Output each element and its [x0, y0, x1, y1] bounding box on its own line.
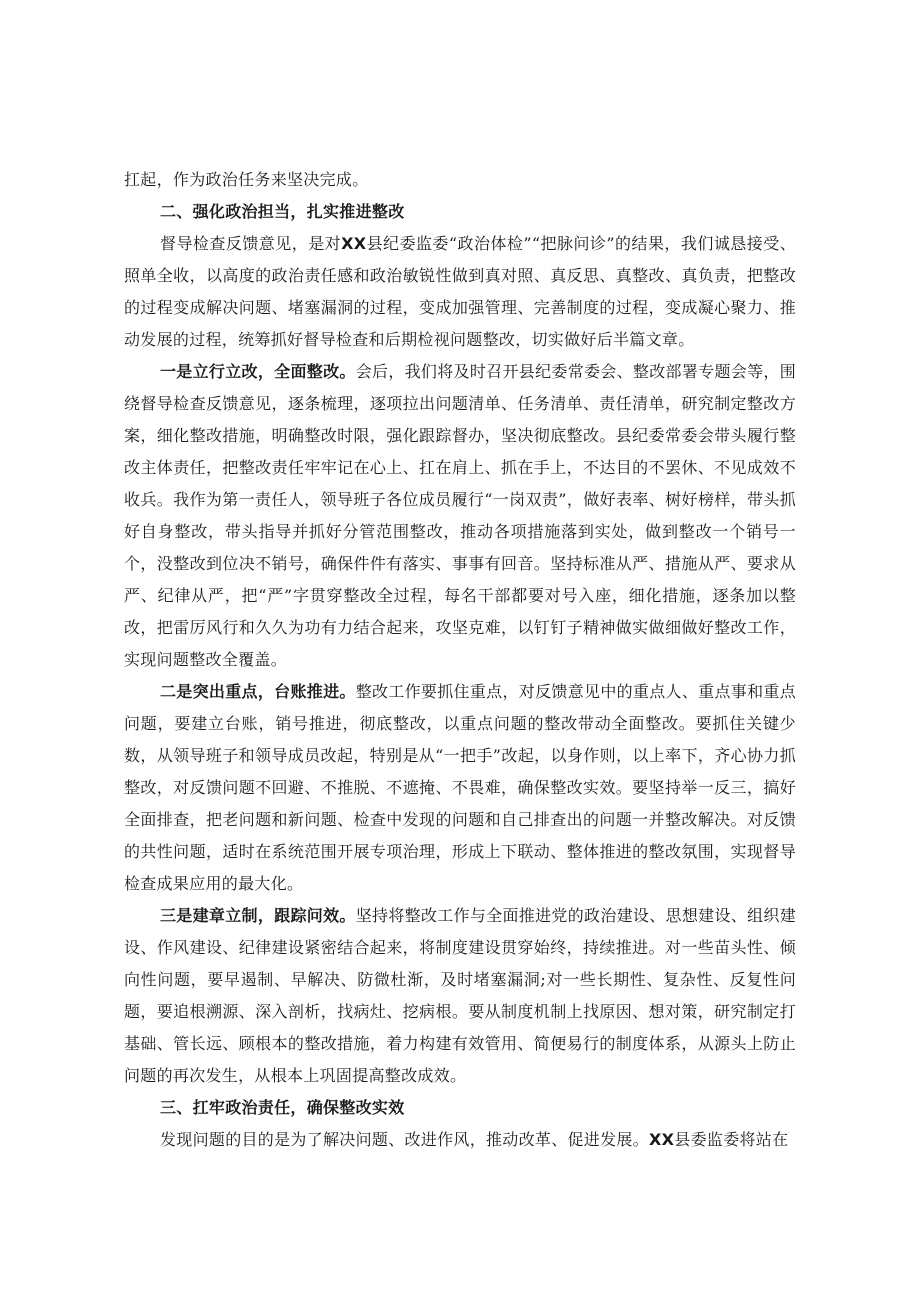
point-lead-2: 二是突出重点，台账推进。 — [160, 682, 356, 701]
paragraph-text: 县纪委监委“政治体检”“把脉问诊”的结果，我们诚恳接受、照单全收，以高度的政治责任感和政治敏锐性做到真对照、真反思、真整改、真负责，把整改的过程变成解决问题、堵塞漏洞的过程，变成加强管理、完善制度的过程，变成凝心聚力、推动发展的过程，统筹抓好督导检查和后期检视问题整改，切实做好后半篇文章。 — [124, 234, 796, 349]
placeholder-county-name: XX — [341, 234, 367, 253]
point-lead-3: 三是建章立制，跟踪问效。 — [160, 906, 356, 925]
paragraph-continuation: 扛起，作为政治任务来坚决完成。 — [124, 170, 369, 189]
section-heading-3: 三、扛牢政治责任，确保整改实效 — [160, 1098, 405, 1117]
placeholder-county-name: XX — [649, 1130, 675, 1149]
section-heading-2: 二、强化政治担当，扎实推进整改 — [160, 202, 405, 221]
paragraph-text: 督导检查反馈意见，是对 — [160, 234, 342, 253]
point-lead-1: 一是立行立改，全面整改。 — [160, 362, 356, 381]
point-body-3: 坚持将整改工作与全面推进党的政治建设、思想建设、组织建设、作风建设、纪律建设紧密结合起来，将制度建设贯穿始终，持续推进。对一些苗头性、倾向性问题，要早遏制、早解决、防微杜渐，及时堵塞漏洞;对一些长期性、复杂性、反复性问题，要追根溯源、深入剖析，找病灶、挖病根。要从制度机制上找原因、想对策，研究制定打基础、管长远、顾根本的整改措施，着力构建有效管用、简便易行的制度体系，从源头上防止问题的再次发生，从根本上巩固提高整改成效。 — [124, 906, 796, 1085]
paragraph-section-3-intro — [124, 1124, 796, 1156]
paragraph-text: 县委监委将站在 — [674, 1130, 789, 1149]
paragraph-point-2 — [124, 676, 796, 900]
paragraph-text: 发现问题的目的是为了解决问题、改进作风，推动改革、促进发展。 — [160, 1130, 650, 1149]
point-body-2: 整改工作要抓住重点，对反馈意见中的重点人、重点事和重点问题，要建立台账，销号推进，彻底整改，以重点问题的整改带动全面整改。要抓住关键少数，从领导班子和领导成员改起，特别是从“一把手”改起，以身作则，以上率下，齐心协力抓整改，对反馈问题不回避、不推脱、不遮掩、不畏难，确保整改实效。要坚持举一反三，搞好全面排查，把老问题和新问题、检查中发现的问题和自己排查出的问题一并整改解决。对反馈的共性问题，适时在系统范围开展专项治理，形成上下联动、整体推进的整改氛围，实现督导检查成果应用的最大化。 — [124, 682, 796, 893]
paragraph-point-1 — [124, 356, 796, 676]
point-body-1: 会后，我们将及时召开县纪委常委会、整改部署专题会等，围绕督导检查反馈意见，逐条梳理，逐项拉出问题清单、任务清单、责任清单，研究制定整改方案，细化整改措施，明确整改时限，强化跟踪督办，坚决彻底整改。县纪委常委会带头履行整改主体责任，把整改责任牢牢记在心上、扛在肩上、抓在手上，不达目的不罢休、不见成效不收兵。我作为第一责任人，领导班子各位成员履行“一岗双责”，做好表率、树好榜样，带头抓好自身整改，带头指导并抓好分管范围整改，推动各项措施落到实处，做到整改一个销号一个，没整改到位决不销号，确保件件有落实、事事有回音。坚持标准从严、措施从严、要求从严、纪律从严，把“严”字贯穿整改全过程，每名干部都要对号入座，细化措施，逐条加以整改，把雷厉风行和久久为功有力结合起来，攻坚克难，以钉钉子精神做实做细做好整改工作，实现问题整改全覆盖。 — [124, 362, 796, 669]
document-body — [124, 164, 796, 1156]
paragraph-section-2-intro — [124, 228, 796, 356]
paragraph-point-3 — [124, 900, 796, 1092]
